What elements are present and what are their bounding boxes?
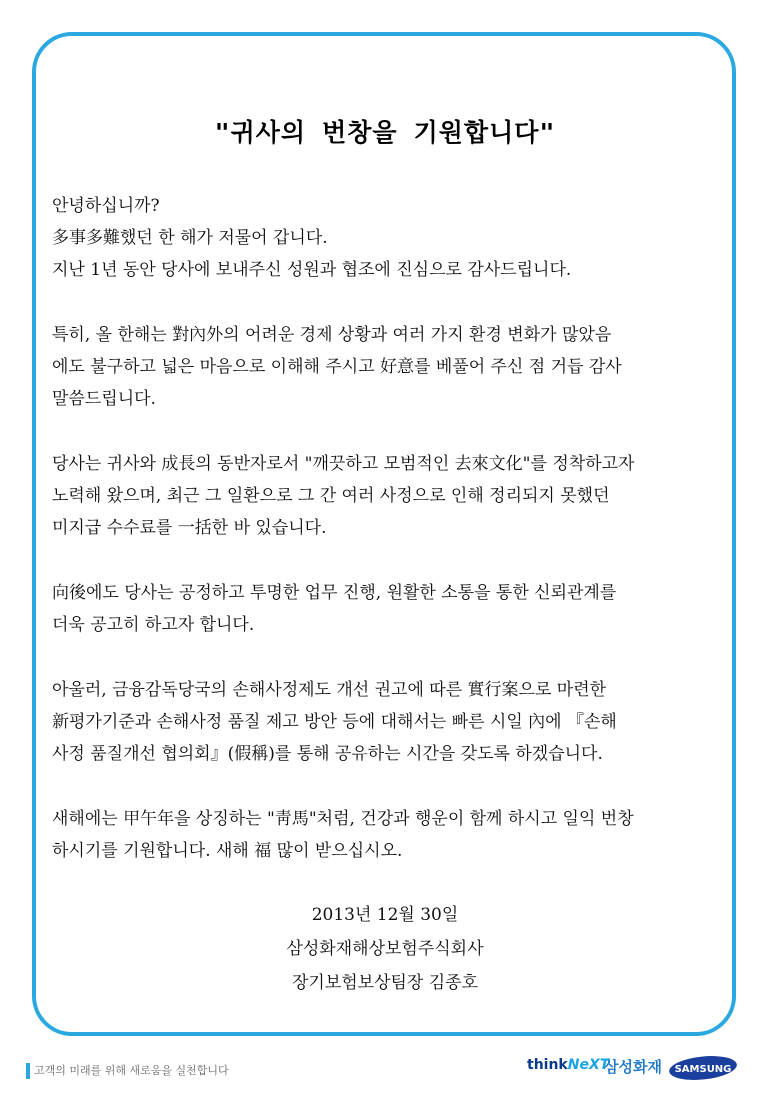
body-line: 특히, 올 한해는 對內外의 어려운 경제 상황과 여러 가지 환경 변화가 많았음 xyxy=(52,325,612,345)
body-line: 노력해 왔으며, 최근 그 일환으로 그 간 여러 사정으로 인해 정리되지 못했던 xyxy=(52,486,610,506)
paragraph-thanks xyxy=(52,319,712,415)
samsung-wordmark: SAMSUNG xyxy=(674,1064,732,1075)
paragraph-newyear xyxy=(52,803,712,867)
body-line: 당사는 귀사와 成長의 동반자로서 "깨끗하고 모범적인 去來文化"를 정착하고자 xyxy=(52,454,635,474)
think-text: think xyxy=(527,1057,568,1073)
body-line: 안녕하십니까? xyxy=(52,196,160,216)
body-line: 더욱 공고히 하고자 합니다. xyxy=(52,615,255,635)
next-text: NeXT xyxy=(567,1057,610,1073)
footer-accent-bar xyxy=(26,1063,30,1079)
signature-date: 2013년 12월 30일 xyxy=(311,905,459,925)
signature-company: 삼성화재해상보험주식회사 xyxy=(286,939,484,959)
body-line: 말씀드립니다. xyxy=(52,389,156,409)
samsung-logo-icon xyxy=(668,1055,738,1081)
samsung-fire-logo: 삼성화재 xyxy=(604,1058,662,1076)
body-line: 에도 불구하고 넓은 마음으로 이해해 주시고 好意를 베풀어 주신 점 거듭 감사 xyxy=(52,357,622,377)
body-line: 사정 품질개선 협의회』(假稱)를 통해 공유하는 시간을 갖도록 하겠습니다. xyxy=(52,744,603,764)
body-line: 아울러, 금융감독당국의 손해사정제도 개선 권고에 따른 實行案으로 마련한 xyxy=(52,680,607,700)
body-line: 지난 1년 동안 당사에 보내주신 성원과 협조에 진심으로 감사드립니다. xyxy=(52,260,572,280)
paragraph-culture xyxy=(52,448,712,544)
paragraph-greeting xyxy=(52,190,712,286)
letter-body xyxy=(52,190,712,900)
signature-sender: 장기보험보상팀장 김종호 xyxy=(291,973,479,993)
paragraph-improvement xyxy=(52,674,712,770)
body-line: 미지급 수수료를 一括한 바 있습니다. xyxy=(52,518,327,538)
body-line: 새해에는 甲午年을 상징하는 "靑馬"처럼, 건강과 행운이 함께 하시고 일익 번창 xyxy=(52,809,634,829)
body-line: 하시기를 기원합니다. 새해 福 많이 받으십시오. xyxy=(52,841,403,861)
body-line: 向後에도 당사는 공정하고 투명한 업무 진행, 원활한 소통을 통한 신뢰관계를 xyxy=(52,583,617,603)
body-line: 多事多難했던 한 해가 저물어 갑니다. xyxy=(52,228,328,248)
letter-title: "귀사의 번창을 기원합니다" xyxy=(214,118,556,147)
paragraph-trust xyxy=(52,577,712,641)
body-line: 新평가기준과 손해사정 품질 제고 방안 등에 대해서는 빠른 시일 內에 『손해 xyxy=(52,712,617,732)
footer-slogan: 고객의 미래를 위해 새로움을 실천합니다 xyxy=(34,1064,229,1077)
think-next-logo xyxy=(527,1057,609,1073)
